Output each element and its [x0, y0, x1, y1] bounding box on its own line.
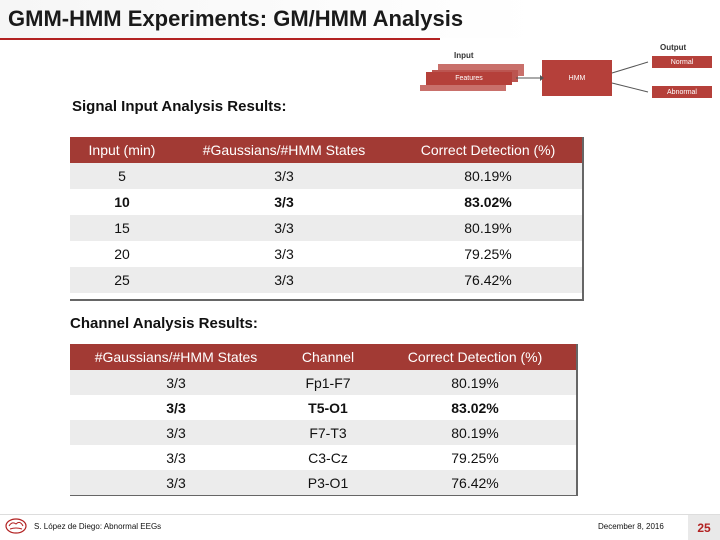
signal-col-states: #Gaussians/#HMM States — [174, 137, 394, 163]
brain-logo-icon — [4, 516, 28, 536]
table-cell: 3/3 — [174, 267, 394, 293]
channel-section-heading: Channel Analysis Results: — [70, 315, 258, 332]
channel-col-states: #Gaussians/#HMM States — [70, 344, 282, 370]
table-row — [70, 215, 582, 241]
table-row — [70, 445, 576, 470]
table-cell: 10 — [114, 194, 130, 210]
table-cell: 3/3 — [70, 470, 282, 495]
diagram-normal-box: Normal — [652, 56, 712, 68]
table-row — [70, 370, 576, 395]
table-cell: 76.42% — [374, 470, 576, 495]
table-cell: 76.42% — [394, 267, 582, 293]
signal-header-row — [70, 137, 582, 163]
table-cell: Fp1-F7 — [282, 370, 374, 395]
diagram-output-label: Output — [660, 43, 687, 52]
hmm-diagram — [420, 40, 720, 110]
diagram-input-label: Input — [454, 51, 474, 60]
table-cell: 3/3 — [166, 399, 186, 416]
title-underline — [0, 38, 440, 40]
channel-col-channel: Channel — [282, 344, 374, 370]
table-cell: 3/3 — [174, 215, 394, 241]
signal-col-input: Input (min) — [70, 137, 174, 163]
footer-date: December 8, 2016 — [598, 522, 664, 531]
table-cell: 83.02% — [464, 194, 512, 210]
table-row — [70, 189, 582, 215]
table-cell: 80.19% — [374, 420, 576, 445]
table-cell: 3/3 — [166, 449, 186, 466]
channel-results-table — [70, 344, 576, 495]
table-row — [70, 267, 582, 293]
table-cell: 79.25% — [451, 449, 499, 466]
table-cell: 3/3 — [174, 163, 394, 189]
table-cell: 3/3 — [274, 246, 294, 262]
table-row — [70, 470, 576, 495]
table-cell: 5 — [70, 163, 174, 189]
table-cell: P3-O1 — [282, 470, 374, 495]
table-cell: 83.02% — [451, 399, 499, 416]
channel-col-detection: Correct Detection (%) — [374, 344, 576, 370]
diagram-features-box: Features — [426, 72, 512, 85]
table-row — [70, 241, 582, 267]
diagram-hmm-box: HMM — [542, 60, 612, 96]
table-cell: 20 — [114, 246, 130, 262]
table-cell: T5-O1 — [308, 399, 348, 416]
table-cell: 3/3 — [70, 370, 282, 395]
footer-author: S. López de Diego: Abnormal EEGs — [34, 522, 162, 531]
table-cell: F7-T3 — [282, 420, 374, 445]
diagram-abnormal-box: Abnormal — [652, 86, 712, 98]
signal-results-table — [70, 137, 582, 293]
signal-section-heading: Signal Input Analysis Results: — [72, 98, 287, 115]
channel-header-row — [70, 344, 576, 370]
table-cell: 79.25% — [464, 246, 512, 262]
table-cell: 15 — [70, 215, 174, 241]
table-row — [70, 395, 576, 420]
footer-rule — [0, 514, 720, 515]
table-cell: 3/3 — [70, 420, 282, 445]
table-cell: 25 — [70, 267, 174, 293]
table-cell: 80.19% — [394, 163, 582, 189]
table-row — [70, 163, 582, 189]
table-cell: 80.19% — [374, 370, 576, 395]
page-number: 25 — [688, 515, 720, 540]
slide-title: GMM-HMM Experiments: GM/HMM Analysis — [8, 6, 464, 31]
table-cell: 80.19% — [394, 215, 582, 241]
table-cell: C3-Cz — [308, 449, 348, 466]
signal-col-detection: Correct Detection (%) — [394, 137, 582, 163]
table-cell: 3/3 — [274, 194, 294, 210]
table-row — [70, 420, 576, 445]
